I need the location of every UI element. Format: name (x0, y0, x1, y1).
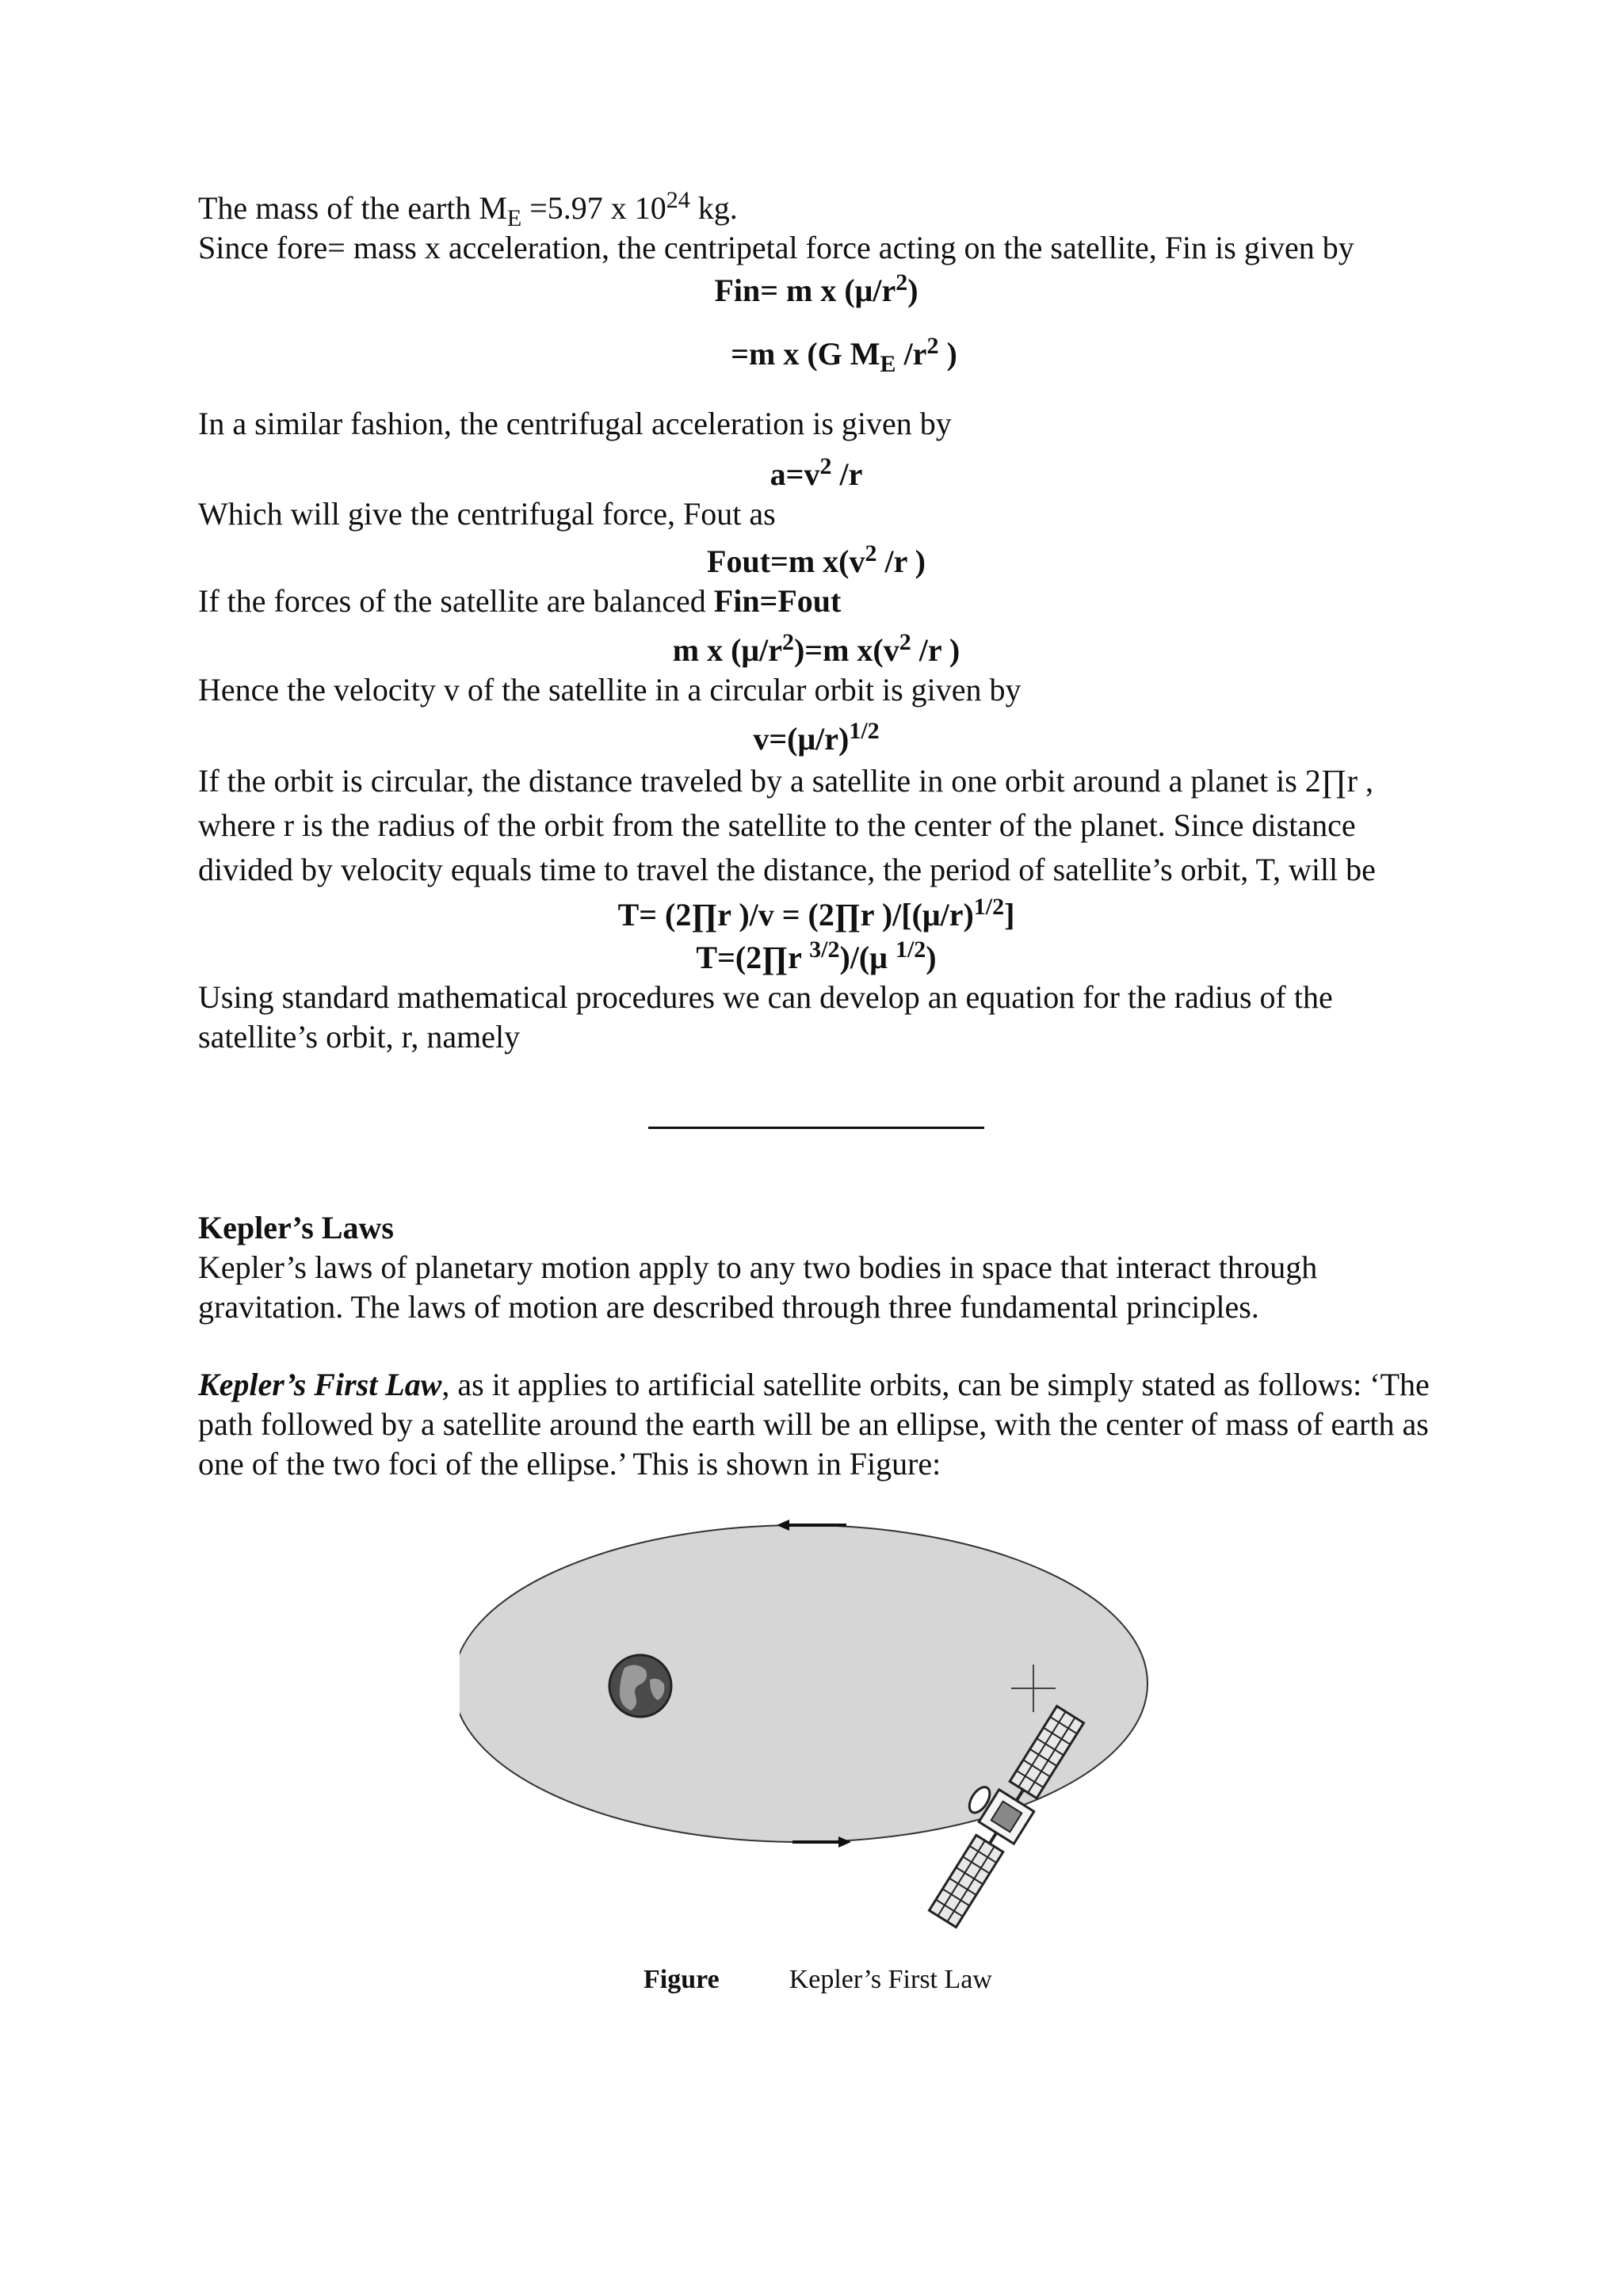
figure-caption-text: Kepler’s First Law (789, 1965, 992, 1994)
equation-balance: m x $(\mu/r^2)=m$ $x(v^2$ /r ) (672, 628, 960, 668)
radius-text: Using standard mathematical procedures we can develop an equation for the radius of the satellite’s orbit, r, namely (198, 979, 1333, 1055)
equation-centrifugal-acc: $a=v^2$ /r (769, 452, 863, 492)
equation-period-2: T=(2∏r $^{3/2}$)/(μ $^{1/2}$) (696, 936, 937, 975)
fout-text: Which will give the centrifugal force, Fout as (198, 496, 776, 532)
equation-fin: Fin= m x $(\mu/r^2)$ (714, 269, 918, 308)
document-body (198, 186, 1434, 1484)
kepler-first-law: Kepler’s First Law, as it applies to artificial satellite orbits, can be simply stated as follows: ‘The path followed by a satellite around the earth will be an ellipse, with the center of mass of earth as one of the two foci of the ellipse.’ This is shown in Figure: (198, 1367, 1430, 1482)
since-line: Since fore= mass x acceleration, the centripetal force acting on the satellite, Fin is given by (198, 230, 1354, 265)
equation-period-1: T= (2∏r )/v = (2∏r )$/[(\mu/r)^{1/2}]$ (617, 893, 1015, 933)
earth-mass-line: The mass of the earth $M_E =5.97$ x $10^{24}$ kg. (198, 186, 738, 231)
equation-velocity: $v=(\mu/r)^{1/2}$ (753, 717, 880, 757)
kepler-heading: Kepler’s Laws (198, 1210, 394, 1245)
figure-caption (643, 1965, 992, 1995)
balanced-text: If the forces of the satellite are balanced Fin=Fout (198, 583, 842, 619)
equation-fin-gm: =m x (G $M_E$ $/r^2$ ) (731, 332, 957, 377)
period-text: If the orbit is circular, the distance traveled by a satellite in one orbit around a planet is 2∏r , where r is the radius of the orbit from the satellite to the center of the planet. Since distance divided by velocity equals time to travel the distance, the period of satellite’s orbit, T, will be (198, 763, 1376, 887)
centrifugal-text: In a similar fashion, the centrifugal acceleration is given by (198, 406, 952, 441)
earth-icon (609, 1655, 671, 1717)
elliptical-orbit (460, 1525, 1148, 1842)
figure-label: Figure (643, 1965, 720, 1994)
equation-fout: Fout=m $x(v^2$ /r ) (707, 540, 926, 579)
kepler-intro: Kepler’s laws of planetary motion apply to any two bodies in space that interact through gravitation. The laws of motion are described through three fundamental principles. (198, 1249, 1318, 1325)
kepler-first-law-figure (460, 1517, 1173, 1929)
velocity-text: Hence the velocity v of the satellite in a circular orbit is given by (198, 672, 1022, 707)
